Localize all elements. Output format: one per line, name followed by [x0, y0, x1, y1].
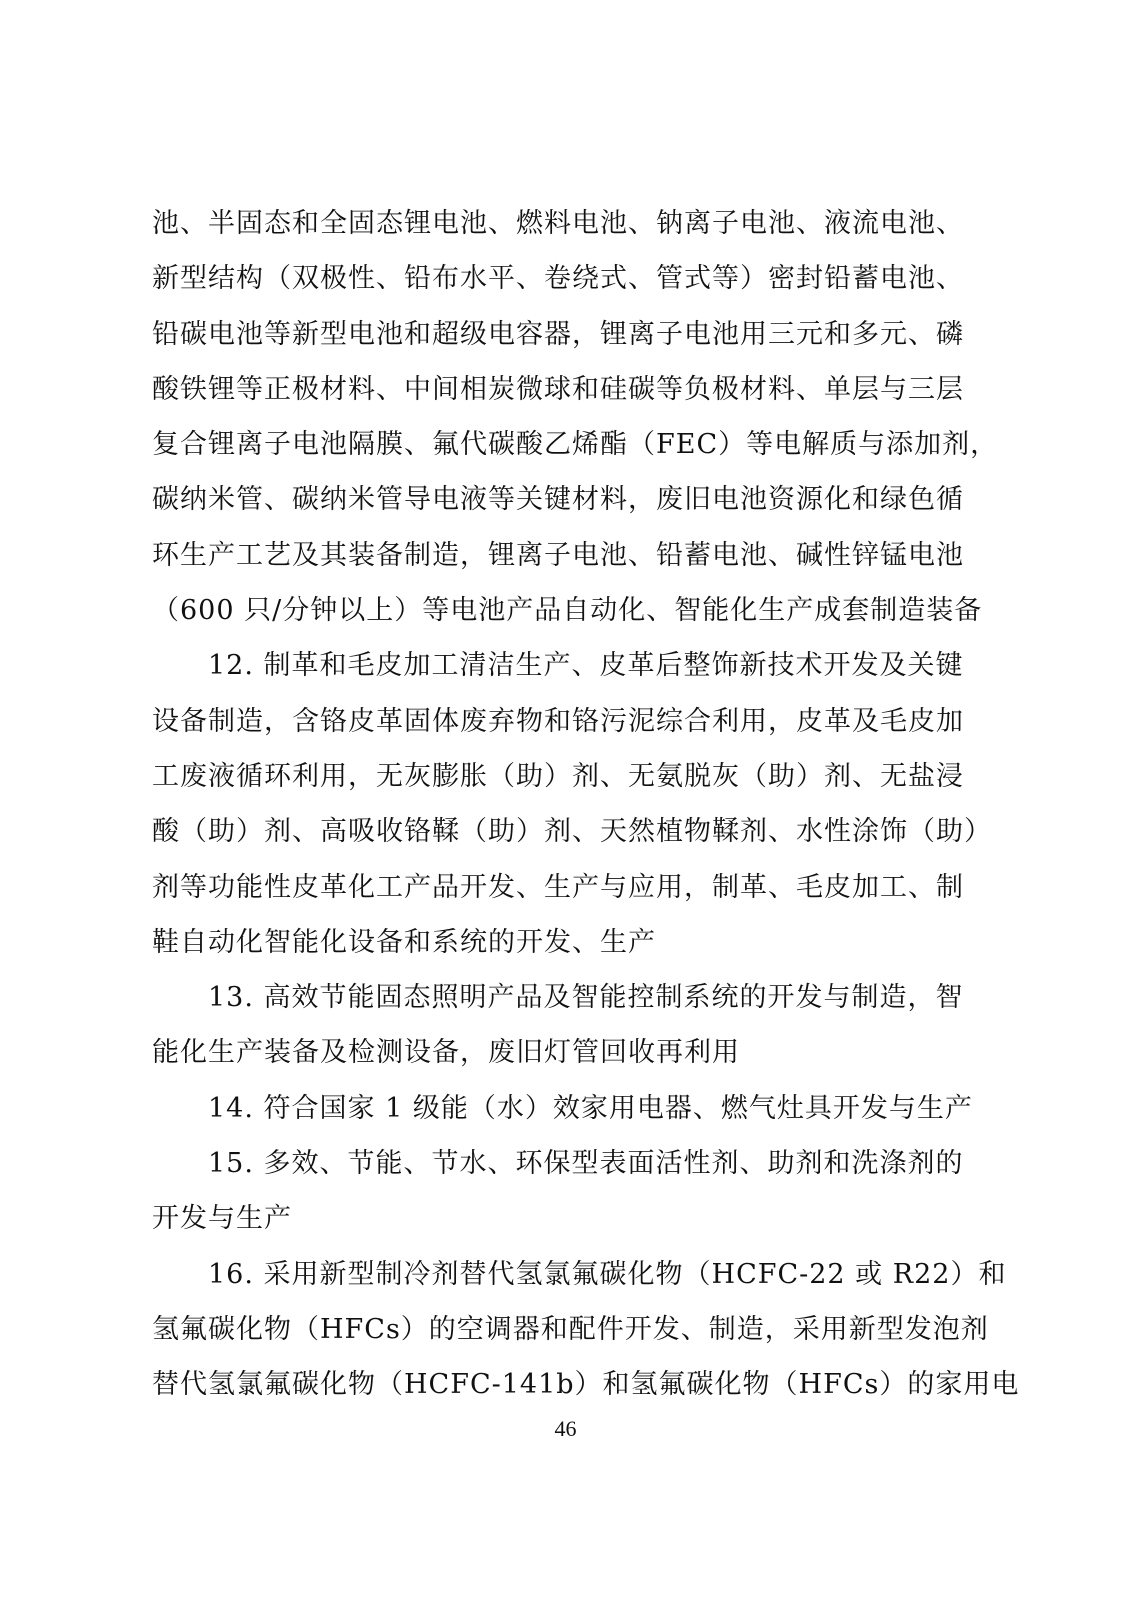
text-line: 开发与生产 [152, 1203, 292, 1235]
text-line: 剂等功能性皮革化工产品开发、生产与应用，制革、毛皮加工、制 [152, 871, 964, 903]
text-line: 环生产工艺及其装备制造，锂离子电池、铅蓄电池、碱性锌锰电池 [152, 539, 964, 571]
text-line: 替代氢氯氟碳化物（HCFC-141b）和氢氟碳化物（HFCs）的家用电 [152, 1369, 1020, 1401]
text-line: 铅碳电池等新型电池和超级电容器，锂离子电池用三元和多元、磷 [152, 318, 964, 350]
text-line: 池、半固态和全固态锂电池、燃料电池、钠离子电池、液流电池、 [152, 208, 964, 239]
text-line: （600 只/分钟以上）等电池产品自动化、智能化生产成套制造装备 [152, 595, 983, 627]
document-body [152, 196, 1020, 1413]
text-line: 新型结构（双极性、铅布水平、卷绕式、管式等）密封铅蓄电池、 [152, 263, 964, 295]
text-line: 14. 符合国家 1 级能（水）效家用电器、燃气灶具开发与生产 [208, 1092, 973, 1124]
text-line: 16. 采用新型制冷剂替代氢氯氟碳化物（HCFC-22 或 R22）和 [208, 1258, 1007, 1290]
text-line: 鞋自动化智能化设备和系统的开发、生产 [152, 926, 656, 958]
text-line: 设备制造，含铬皮革固体废弃物和铬污泥综合利用，皮革及毛皮加 [152, 705, 964, 737]
text-line: 酸（助）剂、高吸收铬鞣（助）剂、天然植物鞣剂、水性涂饰（助） [152, 816, 992, 848]
page-number: 46 [554, 1416, 577, 1441]
text-line: 15. 多效、节能、节水、环保型表面活性剂、助剂和洗涤剂的 [208, 1148, 964, 1180]
text-line: 酸铁锂等正极材料、中间相炭微球和硅碳等负极材料、单层与三层 [152, 373, 964, 405]
text-line: 碳纳米管、碳纳米管导电液等关键材料，废旧电池资源化和绿色循 [152, 484, 964, 516]
text-line: 工废液循环利用，无灰膨胀（助）剂、无氨脱灰（助）剂、无盐浸 [152, 760, 964, 792]
text-line: 氢氟碳化物（HFCs）的空调器和配件开发、制造，采用新型发泡剂 [152, 1313, 989, 1345]
text-line: 13. 高效节能固态照明产品及智能控制系统的开发与制造，智 [208, 982, 964, 1014]
text-line: 复合锂离子电池隔膜、氟代碳酸乙烯酯（FEC）等电解质与添加剂， [152, 429, 999, 461]
text-line: 能化生产装备及检测设备，废旧灯管回收再利用 [152, 1037, 740, 1069]
text-line: 12. 制革和毛皮加工清洁生产、皮革后整饰新技术开发及关键 [208, 650, 964, 682]
